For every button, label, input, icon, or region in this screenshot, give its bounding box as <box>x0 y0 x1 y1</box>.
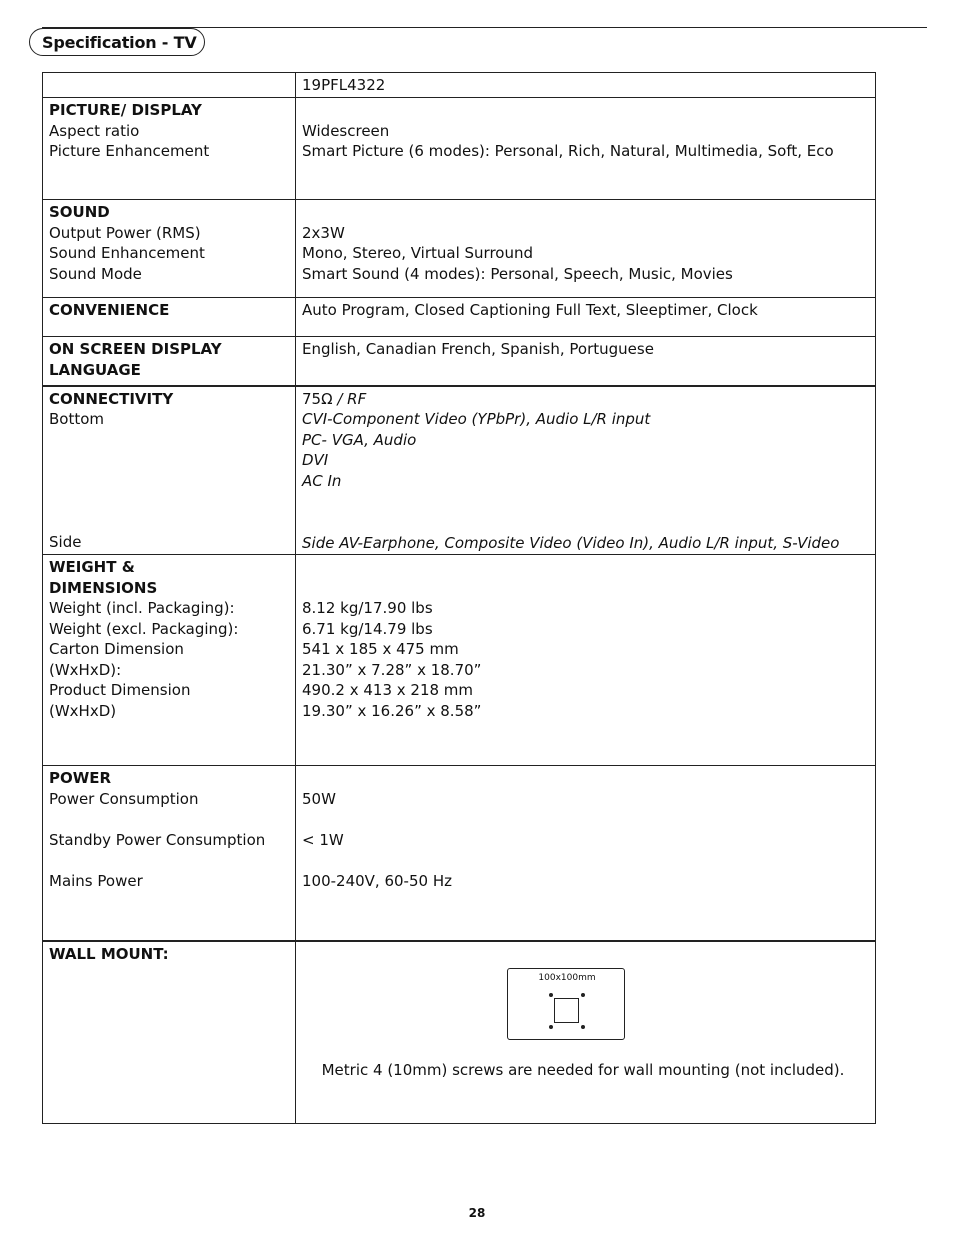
weight-incl-value: 8.12 kg/17.90 lbs <box>302 599 433 617</box>
aspect-ratio-label: Aspect ratio <box>49 121 140 140</box>
sound-heading: SOUND <box>49 203 110 221</box>
output-power-value: 2x3W <box>302 223 345 242</box>
power-values <box>296 766 876 941</box>
rf-label: / RF <box>332 389 367 408</box>
carton-dimension-unit-label: (WxHxD): <box>49 660 122 679</box>
wall-mount-diagram <box>507 968 625 1040</box>
convenience-value: Auto Program, Closed Captioning Full Text, Sleeptimer, Clock <box>302 301 758 319</box>
wall-mount-label <box>43 941 296 1124</box>
convenience-value-cell <box>296 298 876 337</box>
picture-heading: PICTURE/ DISPLAY <box>49 101 202 119</box>
product-dimension-label: Product Dimension <box>49 681 191 699</box>
connectivity-side-label: Side <box>49 533 82 551</box>
standby-power-label: Standby Power Consumption <box>49 830 266 849</box>
screw-hole-top-right <box>581 993 585 997</box>
mount-square <box>554 998 579 1023</box>
sound-values <box>296 200 876 298</box>
weight-excl-value: 6.71 kg/14.79 lbs <box>302 619 433 638</box>
model-name: 19PFL4322 <box>302 76 386 94</box>
connectivity-bottom-label: Bottom <box>49 410 105 428</box>
connectivity-heading: CONNECTIVITY <box>49 389 174 408</box>
screw-hole-top-left <box>549 993 553 997</box>
rf-input <box>302 389 869 410</box>
convenience-row <box>43 298 876 337</box>
sound-mode-value: Smart Sound (4 modes): Personal, Speech, Music, Movies <box>302 264 733 283</box>
wall-mount-diagram-label: 100x100mm <box>538 973 596 983</box>
picture-labels <box>43 98 296 200</box>
connectivity-row <box>43 386 876 555</box>
model-label-cell <box>43 73 296 98</box>
sound-row <box>43 200 876 298</box>
output-power-label: Output Power (RMS) <box>49 223 201 242</box>
power-labels <box>43 766 296 941</box>
power-heading: POWER <box>49 769 112 787</box>
cvi-input: CVI-Component Video (YPbPr), Audio L/R input <box>302 410 651 428</box>
product-dimension-mm: 490.2 x 413 x 218 mm <box>302 681 474 699</box>
product-dimension-in: 19.30” x 16.26” x 8.58” <box>302 701 482 720</box>
picture-enhancement-value: Smart Picture (6 modes): Personal, Rich, Natural, Multimedia, Soft, Eco <box>302 142 834 160</box>
mains-power-value: 100-240V, 60-50 Hz <box>302 871 452 890</box>
screw-hole-bottom-right <box>581 1025 585 1029</box>
connectivity-values <box>296 386 876 555</box>
sound-enhancement-label: Sound Enhancement <box>49 244 205 262</box>
side-av-inputs: Side AV-Earphone, Composite Video (Video In), Audio L/R input, S-Video <box>302 534 840 552</box>
carton-dimension-label: Carton Dimension <box>49 640 184 658</box>
carton-dimension-in: 21.30” x 7.28” x 18.70” <box>302 660 482 679</box>
model-row <box>43 73 876 98</box>
weight-values <box>296 555 876 766</box>
power-row <box>43 766 876 941</box>
picture-values <box>296 98 876 200</box>
standby-power-value: < 1W <box>302 830 344 849</box>
sound-labels <box>43 200 296 298</box>
convenience-label <box>43 298 296 337</box>
product-dimension-unit-label: (WxHxD) <box>49 701 117 720</box>
osd-heading-line2: LANGUAGE <box>49 360 141 379</box>
weight-heading-line2: DIMENSIONS <box>49 578 158 597</box>
ohm-value: 75Ω <box>302 389 333 408</box>
wall-mount-heading: WALL MOUNT: <box>49 944 169 963</box>
spec-table <box>42 72 876 1124</box>
ac-in: AC In <box>302 471 342 490</box>
section-title-tab <box>29 28 205 56</box>
osd-label <box>43 337 296 386</box>
power-consumption-label: Power Consumption <box>49 789 199 808</box>
sound-mode-label: Sound Mode <box>49 264 142 283</box>
carton-dimension-mm: 541 x 185 x 475 mm <box>302 640 459 658</box>
weight-incl-label: Weight (incl. Packaging): <box>49 599 235 617</box>
osd-value: English, Canadian French, Spanish, Portuguese <box>302 340 654 358</box>
picture-enhancement-label: Picture Enhancement <box>49 142 210 160</box>
osd-value-cell <box>296 337 876 386</box>
wall-mount-note: Metric 4 (10mm) screws are needed for wall mounting (not included). <box>321 1061 845 1079</box>
osd-row <box>43 337 876 386</box>
mains-power-label: Mains Power <box>49 871 143 890</box>
weight-row <box>43 555 876 766</box>
dvi-input: DVI <box>302 451 329 469</box>
power-consumption-value: 50W <box>302 789 336 808</box>
section-title: Specification - TV <box>42 33 197 52</box>
weight-heading-line1: WEIGHT & <box>49 558 135 576</box>
weight-excl-label: Weight (excl. Packaging): <box>49 619 239 638</box>
sound-enhancement-value: Mono, Stereo, Virtual Surround <box>302 244 534 262</box>
aspect-ratio-value: Widescreen <box>302 121 390 140</box>
convenience-heading: CONVENIENCE <box>49 301 170 319</box>
connectivity-labels <box>43 386 296 555</box>
osd-heading-line1: ON SCREEN DISPLAY <box>49 340 222 358</box>
page-number: 28 <box>468 1206 486 1220</box>
weight-labels <box>43 555 296 766</box>
picture-row <box>43 98 876 200</box>
pc-vga-input: PC- VGA, Audio <box>302 430 417 449</box>
model-cell <box>296 73 876 98</box>
screw-hole-bottom-left <box>549 1025 553 1029</box>
wall-mount-row <box>43 941 876 1124</box>
